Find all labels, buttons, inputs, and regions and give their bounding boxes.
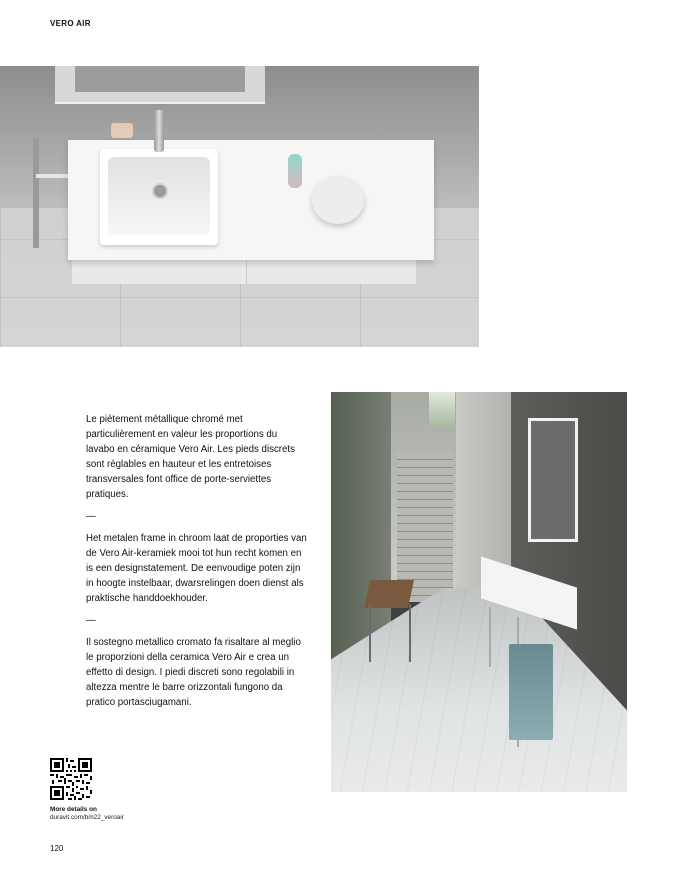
- separator: —: [86, 615, 96, 626]
- body-text: [86, 412, 308, 710]
- page-number: 120: [50, 844, 64, 853]
- paragraph-nl: Het metalen frame in chroom laat de proporties van de Vero Air-keramiek mooi tot hun recht komen en is een designstatement. De eenvoudige poten zijn in hoogte instelbaar, dwarsrelingen doen dienst als praktische handdoekhouder.: [86, 533, 307, 604]
- section-title: VERO AIR: [50, 19, 91, 28]
- more-details-label: More details on: [50, 806, 97, 813]
- paragraph-fr: Le piétement métallique chromé met particulièrement en valeur les proportions du lavabo en céramique Vero Air. Les pieds discrets sont réglables en hauteur et les entretoises transversales font office de porte-serviettes pratiques.: [86, 414, 295, 500]
- separator: —: [86, 511, 96, 522]
- qr-code[interactable]: [50, 758, 92, 800]
- vanity-photo: [0, 66, 479, 347]
- more-details-link[interactable]: duravit.com/bm22_veroair: [50, 814, 124, 821]
- paragraph-it: Il sostegno metallico cromato fa risaltare al meglio le proporzioni della ceramica Vero Air e crea un effetto di design. I piedi discreti sono regolabili in altezza mentre le barre orizzontali fungono da pratico portasciugamani.: [86, 637, 301, 708]
- bathroom-photo: [331, 392, 627, 792]
